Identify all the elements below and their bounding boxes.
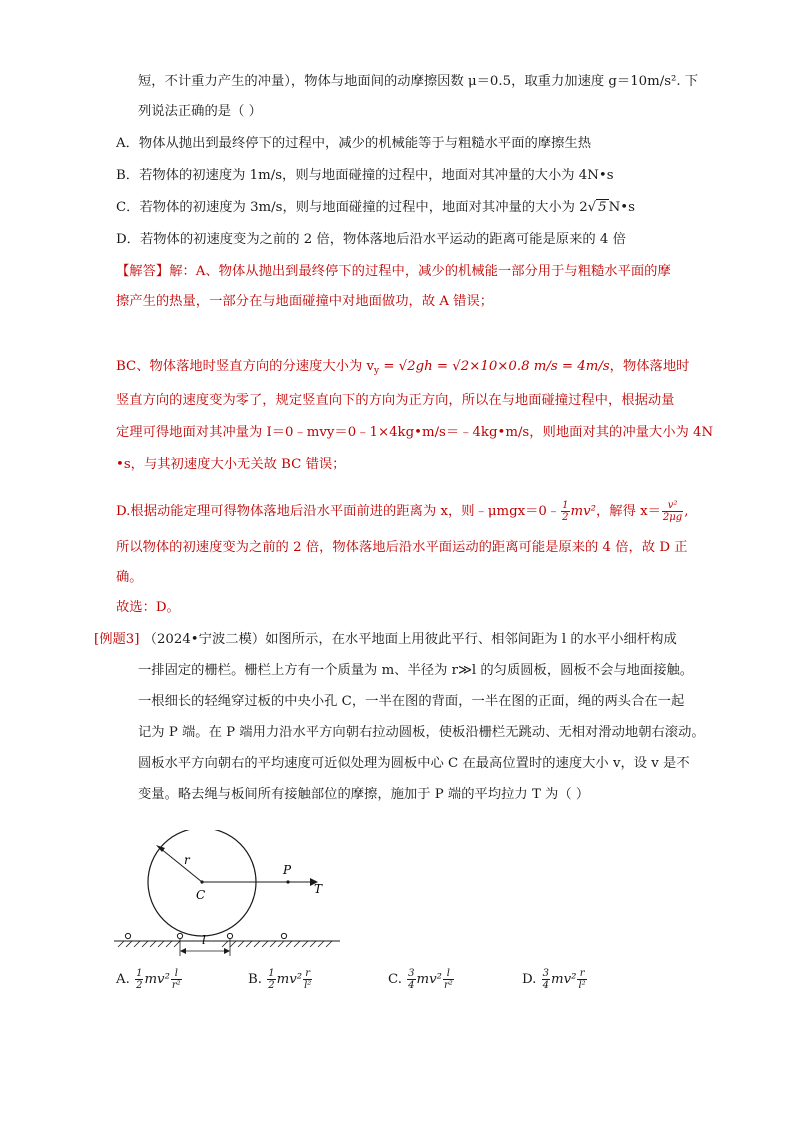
bc-line-1: BC、物体落地时竖直方向的分速度大小为 $v_y = √2gh = √2\times 10\times 0.8$ m/s = 4m/s，物体落地时 (116, 359, 690, 376)
bc-line-1-pre: BC、物体落地时竖直方向的分速度大小为 v (116, 359, 374, 374)
choice-c-mv: mv² (416, 972, 442, 987)
answer-tag: 【解答】 (116, 264, 170, 279)
option-d: D．若物体的初速度变为之前的 2 倍，物体落地后沿水平运动的距离可能是原来的 4 倍 (116, 232, 626, 247)
answer-line-1 (116, 262, 671, 282)
choice-a-ratio: $\frac{l}{\text{r²}}$ (171, 968, 181, 991)
choice-a (116, 968, 183, 991)
example-line-6: 变量。略去绳与板间所有接触部位的摩擦，施加于 P 端的平均拉力 T 为（ ） (138, 787, 590, 802)
option-b: B．若物体的初速度为 1m/s，则与地面碰撞的过程中，地面对其冲量的大小为 4N•s (116, 168, 614, 183)
option-c-sqrt: √ 5 (587, 200, 607, 215)
option-c-pre: C．若物体的初速度为 3m/s，则与地面碰撞的过程中，地面对其冲量的大小为 2 (116, 200, 588, 215)
example-line-4: 记为 P 端。在 P 端用力沿水平方向朝右拉动圆板，使板沿栅栏无跳动、无相对滑动地朝右滚动。 (138, 725, 705, 740)
fence-rod-1 (125, 933, 130, 938)
disk-fence-diagram (108, 830, 348, 958)
label-r: r (184, 853, 190, 867)
x-fraction: $\frac{\text{v²}}{2\mu g}$ (662, 500, 683, 523)
label-l: l (202, 933, 206, 947)
choice-d-ratio: $\frac{r}{\text{l²}}$ (578, 968, 586, 991)
choice-b-letter: B. (248, 972, 262, 987)
label-P: P (283, 863, 292, 877)
intro-line-2: 列说法正确的是（ ） (138, 104, 262, 119)
choice-b-ratio: $\frac{r}{\text{l²}}$ (304, 968, 312, 991)
option-a: A．物体从抛出到最终停下的过程中，减少的机械能等于与粗糙水平面的摩擦生热 (116, 136, 591, 151)
example-line-3: 一根细长的轻绳穿过板的中央小孔 C，一半在图的背面，一半在图的正面，绳的两头合在一起 (138, 694, 685, 709)
choice-b-mv: mv² (276, 972, 303, 987)
example-line-1 (94, 630, 677, 650)
bc-line-1-post: ，物体落地时 (609, 359, 690, 374)
choice-line: 故选：D。 (116, 600, 180, 615)
bc-line-1-eq: = √2gh = √2×10×0.8 m/s = 4m/s (383, 359, 610, 374)
choice-a-mv: mv² (144, 972, 170, 987)
d-line-1-pre: D.根据动能定理可得物体落地后沿水平面前进的距离为 x，则﹣μmgx＝0﹣ (116, 504, 561, 519)
bc-line-3: 定理可得地面对其冲量为 I＝0﹣mvy＝0﹣1×4kg•m/s＝﹣4kg•m/s，则地面对其的冲量大小为 4N (116, 425, 714, 440)
example-line-5: 圆板水平方向朝右的平均速度可近似处理为圆板中心 C 在最高位置时的速度大小 v，设 v 是不 (138, 756, 690, 771)
l-arrow-right (224, 948, 230, 954)
d-line-2: 所以物体的初速度变为之前的 2 倍，物体落地后沿水平面运动的距离可能是原来的 4 倍，故 D 正 (116, 540, 688, 555)
example-line-1-text: （2024•宁波二模）如图所示，在水平地面上用彼此平行、相邻间距为 l 的水平小细杆构成 (143, 632, 677, 647)
example-tag: [例题3] (94, 632, 140, 647)
choice-b (248, 968, 313, 991)
choice-d (522, 968, 588, 991)
answer-line-1-text: 解：A、物体从抛出到最终停下的过程中，减少的机械能一部分用于与粗糙水平面的摩 (169, 264, 671, 279)
point-P (286, 880, 289, 883)
choice-a-coef: $\frac{1}{2}$ (136, 968, 143, 991)
bc-line-4: •s，与其初速度大小无关故 BC 错误； (116, 457, 346, 472)
d-line-1-mid: ，解得 x＝ (596, 504, 661, 519)
bc-line-2: 竖直方向的速度变为零了，规定竖直向下的方向为正方向，所以在与地面碰撞过程中，根据动量 (116, 393, 675, 408)
fence-rod-4 (281, 933, 286, 938)
l-arrow-left (180, 948, 186, 954)
radius-line (160, 848, 202, 882)
choice-a-letter: A. (116, 972, 130, 987)
d-line-3: 确。 (116, 570, 143, 585)
example-line-2: 一排固定的栅栏。栅栏上方有一个质量为 m、半径为 r≫l 的匀质圆板，圆板不会与地面接触。 (138, 663, 694, 678)
fence-rod-2 (177, 933, 182, 938)
d-line-1: D.根据动能定理可得物体落地后沿水平面前进的距离为 x，则﹣μmgx＝0﹣ $\frac{1}{2}$ mv²，解得 x＝ $\frac{\text{v²}}{2\mu g}$ , (116, 500, 689, 523)
option-c-radicand: 5 (598, 200, 607, 215)
option-c (116, 198, 635, 218)
half-mv2-tail: mv² (570, 504, 596, 519)
choice-c-letter: C. (388, 972, 402, 987)
answer-line-2: 擦产生的热量，一部分在与地面碰撞中对地面做功，故 A 错误； (116, 294, 494, 309)
choice-d-mv: mv² (551, 972, 577, 987)
label-T: T (314, 882, 323, 896)
ground-hatching (118, 941, 332, 947)
choice-c-ratio: $\frac{l}{\text{r²}}$ (444, 968, 453, 991)
label-C: C (196, 888, 206, 902)
choice-c (388, 968, 455, 991)
choice-d-letter: D. (522, 972, 537, 987)
fence-rod-3 (227, 933, 232, 938)
choice-c-coef: $\frac{3}{4}$ (408, 968, 415, 991)
choice-d-coef: $\frac{3}{4}$ (542, 968, 550, 991)
choice-b-coef: $\frac{1}{2}$ (268, 968, 275, 991)
intro-line-1: 短，不计重力产生的冲量），物体与地面间的动摩擦因数 μ＝0.5，取重力加速度 g＝10m/s². 下 (138, 74, 699, 89)
half-fraction: $\frac{1}{2}$ (562, 500, 569, 523)
option-c-post: N•s (608, 200, 635, 215)
